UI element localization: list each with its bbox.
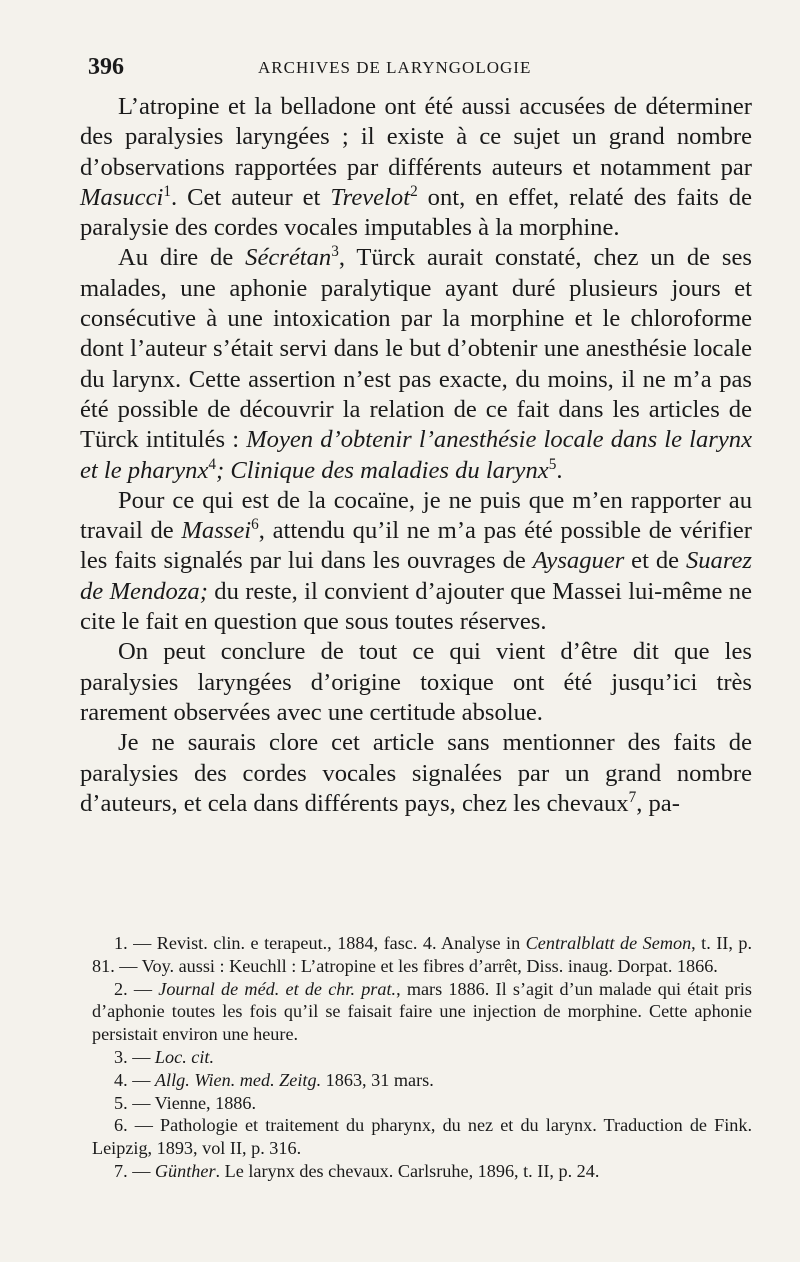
author-name: Masucci (80, 183, 164, 211)
journal-title: Loc. cit. (154, 1046, 215, 1067)
footnote-6: 6. — Pathologie et traitement du pharynx, du nez et du larynx. Traduction de Fink. Leipzig, 1893, vol II, p. 316. (92, 1115, 752, 1159)
text: . (556, 456, 563, 484)
footnote-2 (92, 978, 752, 1046)
article-title: Clinique des maladies du larynx (230, 456, 549, 484)
text: , Türck aurait constaté, chez un de ses malades, une aphonie paralytique ayant duré plusieurs jours et consécutive à une intoxication par la morphine et le chloroforme dont l’auteur s’était servi dans le but d’obtenir une anesthésie locale du larynx. Cette assertion n’est pas exacte, du moins, il ne m’a pas été possible de découvrir la relation de ce fait dans les articles de Türck intitulés : (80, 244, 752, 454)
author-name: Günther (154, 1160, 216, 1181)
paragraph-4: On peut conclure de tout ce qui vient d’être dit que les paralysies laryngées d’origine toxique ont été jusqu’ici très rarement observées avec une certitude absolue. (80, 638, 752, 726)
footnote-ref: 5 (548, 455, 557, 473)
paragraph-3 (80, 486, 752, 637)
running-header (88, 52, 728, 86)
footnote-ref: 6 (251, 515, 259, 533)
text: ; (216, 456, 231, 484)
author-name: Massei (181, 517, 252, 545)
article-title: Moyen d’obtenir l’anesthésie locale dans le larynx et le pharynx (80, 426, 752, 484)
journal-title: Journal de méd. et de chr. prat. (158, 978, 397, 999)
footnote-ref: 7 (628, 788, 637, 806)
journal-title: Allg. Wien. med. Zeitg. (154, 1069, 322, 1090)
text: Au dire de (118, 244, 246, 272)
paragraph-5 (80, 728, 752, 819)
text: ont, en effet, relaté des faits de paralysie des cordes vocales imputables à la morphine. (80, 183, 752, 242)
text: du reste, il convient d’ajouter que Massei lui-même ne cite le fait en question que sous toutes réserves. (80, 577, 752, 636)
author-name: Sécrétan (245, 244, 332, 272)
text: , mars 1886. Il s’agit d’un malade qui était pris d’aphonie toutes les fois qu’il se faisait faire une injection de morphine. Cette aphonie persistait environ une heure. (92, 978, 753, 1045)
text: L’atropine et la belladone ont été aussi accusées de déterminer des paralysies laryngées ; il existe à ce sujet un grand nombre d’observations rapportées par différents auteurs et notamment par (80, 93, 752, 181)
author-name: Suarez de Mendoza; (80, 547, 752, 605)
footnote-7 (92, 1160, 752, 1183)
footnotes (92, 932, 752, 1183)
journal-title: Centralblatt de Semon (525, 933, 692, 953)
text: et de (624, 547, 686, 575)
footnote-5: 5. — Vienne, 1886. (114, 1092, 257, 1113)
text: 4. — (114, 1069, 155, 1090)
footnote-ref: 1 (163, 182, 171, 200)
footnote-ref: 4 (208, 455, 217, 473)
text: 3. — (114, 1046, 155, 1067)
text: , pa- (636, 789, 680, 817)
author-name: Trevelot (330, 183, 411, 211)
text: Pour ce qui est de la cocaïne, je ne puis que m’en rapporter au travail de (80, 486, 752, 545)
footnote-3 (92, 1046, 752, 1069)
author-name: Aysaguer (532, 547, 625, 575)
paragraph-1 (80, 92, 752, 243)
footnote-ref: 2 (410, 182, 418, 200)
text: 1. — Revist. clin. e terapeut., 1884, fasc. 4. Analyse in (114, 933, 526, 953)
text: . Cet auteur et (170, 183, 331, 211)
footnote-4 (92, 1069, 752, 1092)
text: 7. — (114, 1160, 155, 1181)
text: . Le larynx des chevaux. Carlsruhe, 1896, t. II, p. 24. (215, 1160, 600, 1181)
text: 1863, 31 mars. (321, 1069, 434, 1090)
page-number: 396 (88, 54, 124, 80)
footnote-1 (92, 932, 752, 978)
text: 2. — (114, 978, 159, 999)
running-title: ARCHIVES DE LARYNGOLOGIE (258, 58, 532, 77)
main-text (80, 92, 752, 819)
paragraph-2 (80, 243, 752, 485)
text: , attendu qu’il ne m’a pas été possible de vérifier les faits signalés par lui dans les ouvrages de (80, 517, 753, 575)
text: , t. II, p. 81. — Voy. aussi : Keuchll : L’atropine et les fibres d’arrêt, Diss. inaug. Dorpat. 1866. (92, 933, 753, 976)
footnote-ref: 3 (331, 243, 339, 261)
text: Je ne saurais clore cet article sans mentionner des faits de paralysies des cordes vocales signalées par un grand nombre d’auteurs, et cela dans différents pays, chez les chevaux (80, 729, 752, 817)
